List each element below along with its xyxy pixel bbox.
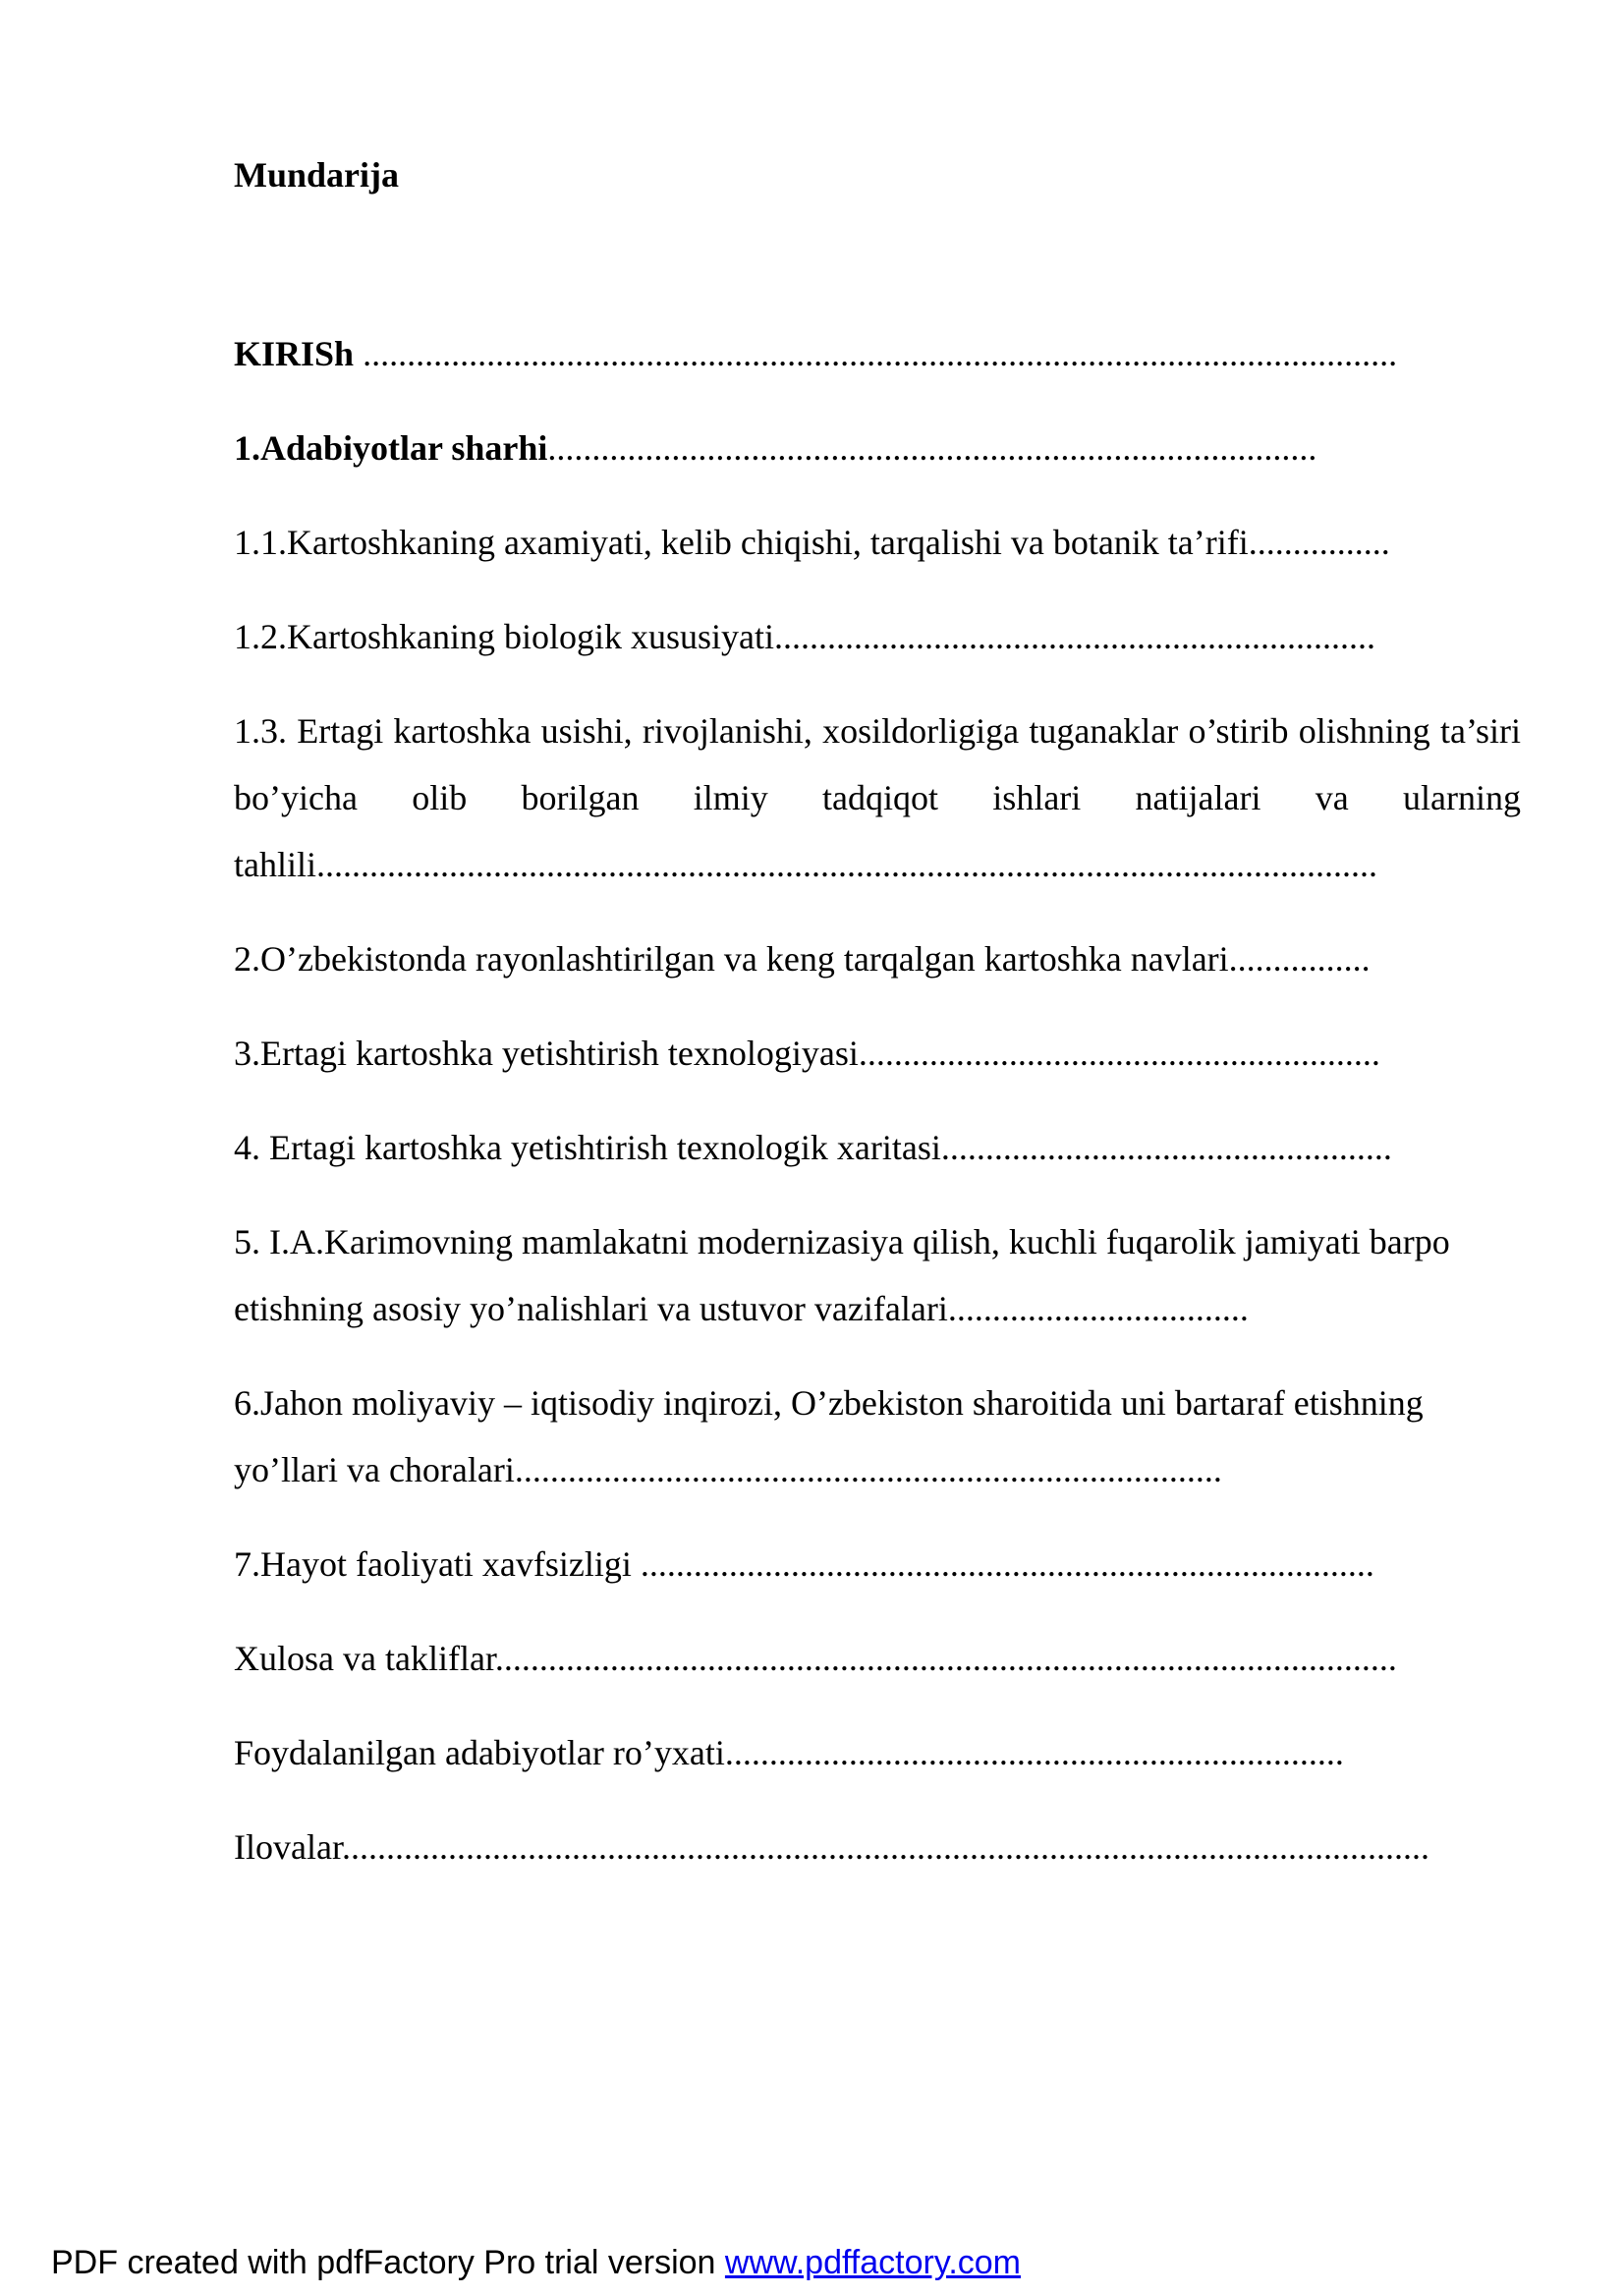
toc-entry-5[interactable] [234, 1208, 1482, 1342]
footer-text: PDF created with pdfFactory Pro trial version [51, 2244, 725, 2281]
toc-entry-title: 6.Jahon moliyaviy – iqtisodiy inqirozi, O’zbekiston sharoitida uni bartaraf etishning yo’llari va choralari [234, 1383, 1424, 1489]
toc-entry-leader: ................................................................................ [514, 1450, 1222, 1489]
toc-entry-title: 1.3. Ertagi kartoshka usishi, rivojlanishi, xosildorligiga tuganaklar o’stirib olishning ta’siri bo’yicha olib borilgan ilmiy tadqiqot ishlari natijalari va ularning tahlili [234, 711, 1521, 884]
toc-entry-1-3[interactable] [234, 698, 1521, 898]
toc-entry-title: Foydalanilgan adabiyotlar ro’yxati [234, 1733, 725, 1772]
toc-entry-title: 7.Hayot faoliyati xavfsizligi [234, 1544, 641, 1584]
toc-entry-title: 5. I.A.Karimovning mamlakatni modernizasiya qilish, kuchli fuqarolik jamiyati barpo etishning asosiy yo’nalishlari va ustuvor vazifalari [234, 1222, 1450, 1328]
toc-entry-adabiyotlar-sharhi[interactable] [234, 415, 1521, 481]
toc-entry-leader: ................................................... [940, 1128, 1392, 1167]
toc-entry-3[interactable] [234, 1020, 1521, 1087]
toc-entry-4[interactable] [234, 1114, 1521, 1181]
toc-entry-ilovalar[interactable] [234, 1814, 1521, 1880]
toc-entry-title: Xulosa va takliflar [234, 1639, 495, 1678]
toc-entry-leader: .................................. [947, 1289, 1249, 1328]
toc-entry-title: 1.Adabiyotlar sharhi [234, 428, 548, 468]
toc-entry-title: 2.O’zbekistonda rayonlashtirilgan va keng tarqalgan kartoshka navlari [234, 939, 1229, 979]
toc-entry-7[interactable] [234, 1531, 1521, 1597]
toc-entry-leader: ................................................................................... [640, 1544, 1374, 1584]
footer-link[interactable]: www.pdffactory.com [724, 2244, 1021, 2281]
toc-entry-title: Ilovalar [234, 1827, 342, 1867]
toc-entry-1-1[interactable] [234, 509, 1521, 576]
pdf-footer [51, 2243, 1021, 2282]
toc-entry-leader: ................ [1248, 523, 1390, 562]
toc-entry-kirish[interactable] [234, 320, 1521, 387]
toc-entry-1-2[interactable] [234, 603, 1521, 670]
toc-entry-leader: ...................................................................... [724, 1733, 1344, 1772]
toc-entry-leader: .................................................................... [773, 617, 1375, 656]
toc-entry-leader: ....................................................................................... [547, 428, 1317, 468]
toc-entry-leader: ........................................................... [858, 1034, 1380, 1073]
toc-entry-title: 1.2.Kartoshkaning biologik xususiyati [234, 617, 774, 656]
table-of-contents [234, 320, 1521, 1908]
toc-entry-leader: ...................................................................................................... [494, 1639, 1397, 1678]
toc-entry-xulosa[interactable] [234, 1625, 1521, 1692]
toc-entry-title: 1.1.Kartoshkaning axamiyati, kelib chiqishi, tarqalishi va botanik ta’rifi [234, 523, 1249, 562]
toc-entry-adabiyotlar-royxati[interactable] [234, 1719, 1521, 1786]
toc-entry-2[interactable] [234, 925, 1521, 992]
toc-entry-leader: ........................................................................................................................... [341, 1827, 1429, 1867]
toc-heading: Mundarija [234, 155, 400, 195]
toc-entry-leader: ..................................................................................................................... [354, 334, 1398, 373]
toc-entry-leader: ................ [1228, 939, 1371, 979]
toc-entry-title: 3.Ertagi kartoshka yetishtirish texnologiyasi [234, 1034, 859, 1073]
toc-entry-title: KIRISh [234, 334, 355, 373]
toc-entry-title: 4. Ertagi kartoshka yetishtirish texnologik xaritasi [234, 1128, 941, 1167]
toc-entry-leader: ........................................................................................................................ [316, 845, 1377, 884]
toc-entry-6[interactable] [234, 1370, 1482, 1503]
